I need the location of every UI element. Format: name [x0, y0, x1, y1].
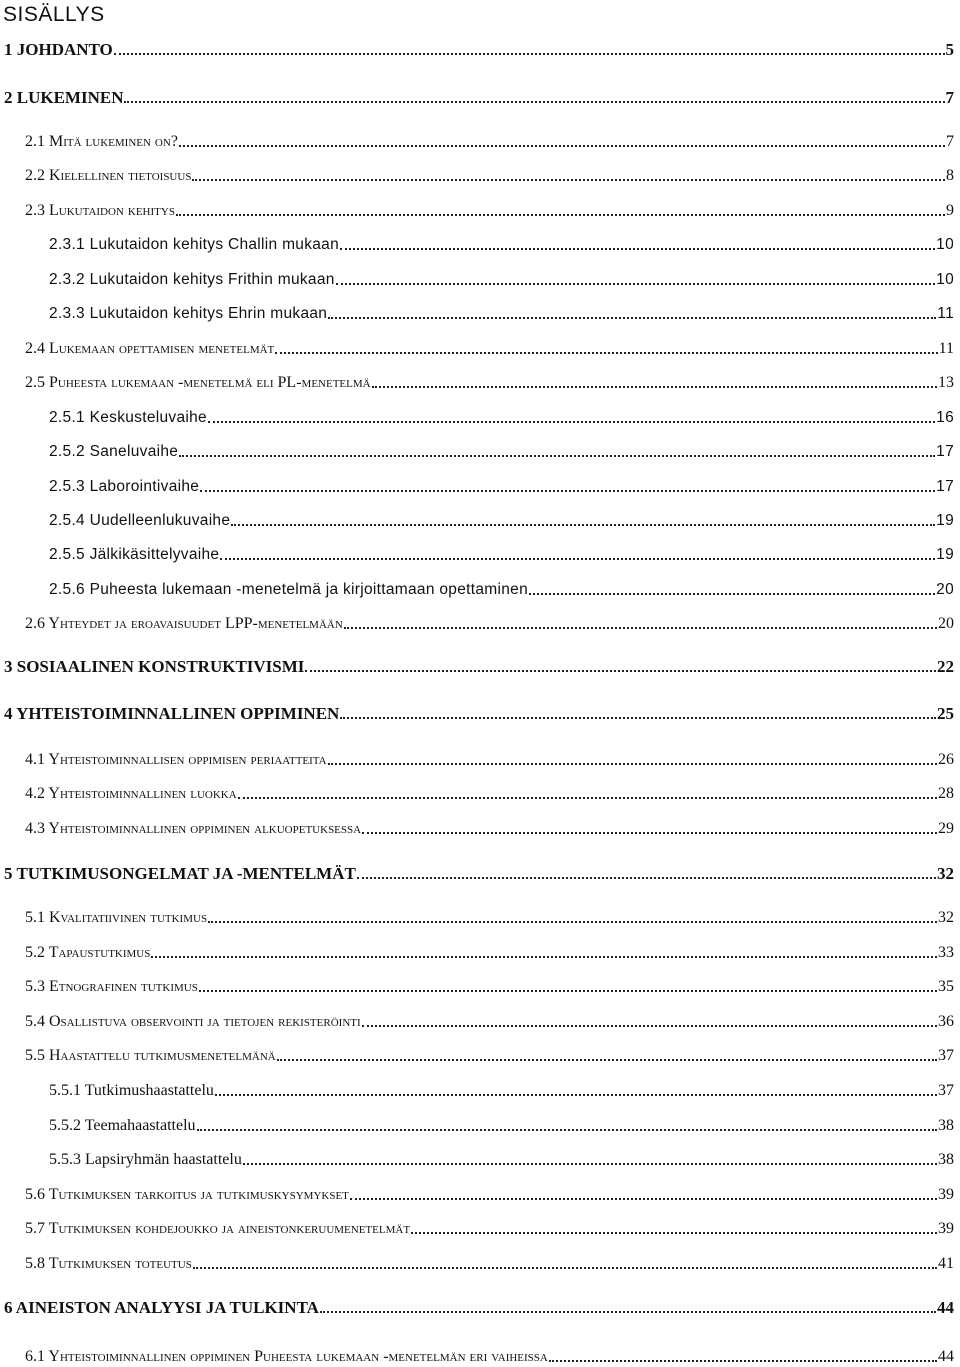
toc-entry-label: 5.1 Kvalitatiivinen tutkimus	[25, 909, 208, 926]
toc-entry[interactable]	[25, 975, 954, 997]
dot-leader	[200, 490, 935, 492]
toc-entry-page: 9	[946, 202, 954, 219]
toc-entry-page: 22	[937, 657, 954, 676]
dot-leader	[275, 352, 937, 354]
toc-entry-page: 37	[938, 1082, 954, 1099]
toc-entry[interactable]	[25, 1010, 954, 1032]
toc-entry-label: 2.4 Lukemaan opettamisen menetelmät	[25, 340, 275, 357]
toc-entry-label: 2.5.2 Saneluvaihe	[49, 443, 179, 460]
dot-leader	[231, 524, 935, 526]
toc-entry-page: 17	[936, 443, 954, 460]
toc-entry-page: 25	[937, 704, 954, 723]
toc-entry-label: 2.5.5 Jälkikäsittelyvaihe	[49, 546, 220, 563]
toc-entry[interactable]	[49, 302, 954, 324]
toc-entry-page: 26	[938, 751, 954, 768]
dot-leader	[151, 956, 937, 958]
dot-leader	[215, 1094, 937, 1096]
toc-entry-page: 19	[936, 546, 954, 563]
toc-entry-label: 3 SOSIAALINEN KONSTRUKTIVISMI	[4, 657, 305, 676]
toc-entry-label: 2.5.4 Uudelleenlukuvaihe	[49, 512, 231, 529]
dot-leader	[176, 214, 945, 216]
dot-leader	[179, 145, 945, 147]
toc-entry-page: 44	[938, 1348, 954, 1365]
toc-entry-page: 32	[937, 864, 954, 883]
toc-entry-label: 2.5.3 Laborointivaihe	[49, 478, 200, 495]
toc-entry[interactable]	[49, 1114, 954, 1136]
toc-entry-label: 5.5.3 Lapsiryhmän haastattelu	[49, 1151, 242, 1168]
toc-entry-label: 1 JOHDANTO	[4, 40, 113, 59]
toc-entry[interactable]	[25, 1183, 954, 1205]
dot-leader	[197, 1129, 937, 1131]
toc-entry[interactable]	[25, 1217, 954, 1239]
dot-leader	[328, 317, 936, 319]
toc-entry-page: 20	[936, 581, 954, 598]
toc-entry-page: 35	[938, 978, 954, 995]
dot-leader	[372, 386, 937, 388]
toc-entry-page: 28	[938, 785, 954, 802]
toc-entry-label: 2.5 Puheesta lukemaan -menetelmä eli PL-menetelmä	[25, 374, 371, 391]
toc-entry[interactable]	[4, 862, 954, 884]
toc-entry[interactable]	[49, 509, 954, 531]
dot-leader	[549, 1360, 937, 1362]
dot-leader	[350, 1198, 937, 1200]
dot-leader	[238, 797, 937, 799]
dot-leader	[357, 877, 936, 879]
dot-leader	[320, 1311, 936, 1313]
toc-entry[interactable]	[49, 440, 954, 462]
toc-entry-page: 11	[938, 340, 954, 357]
toc-entry[interactable]	[25, 612, 954, 634]
toc-entry-page: 20	[938, 615, 954, 632]
toc-entry[interactable]	[49, 233, 954, 255]
dot-leader	[340, 717, 936, 719]
toc-entry[interactable]	[49, 268, 954, 290]
dot-leader	[243, 1163, 937, 1165]
toc-entry-page: 7	[945, 88, 954, 107]
toc-entry-page: 10	[936, 271, 954, 288]
toc-entry-label: 5.7 Tutkimuksen kohdejoukko ja aineistonkeruumenetelmät	[25, 1220, 411, 1237]
toc-entry[interactable]	[25, 748, 954, 770]
dot-leader	[362, 1025, 937, 1027]
dot-leader	[340, 248, 935, 250]
toc-entry-page: 38	[938, 1151, 954, 1168]
dot-leader	[124, 101, 944, 103]
toc-entry-label: 4.3 Yhteistoiminnallinen oppiminen alkuopetuksessa	[25, 820, 362, 837]
toc-entry[interactable]	[25, 199, 954, 221]
toc-entry[interactable]	[49, 1148, 954, 1170]
toc-entry-label: 5.6 Tutkimuksen tarkoitus ja tutkimuskysymykset	[25, 1186, 349, 1203]
toc-entry-label: 2.3 Lukutaidon kehitys	[25, 202, 175, 219]
toc-entry-page: 29	[938, 820, 954, 837]
toc-entry-page: 16	[936, 409, 954, 426]
toc-entry[interactable]	[25, 1044, 954, 1066]
toc-entry-label: 4.2 Yhteistoiminnallinen luokka	[25, 785, 237, 802]
toc-entry-label: 6 AINEISTON ANALYYSI JA TULKINTA	[4, 1298, 319, 1317]
toc-entry[interactable]	[25, 130, 954, 152]
toc-entry[interactable]	[4, 702, 954, 724]
toc-entry-page: 7	[946, 133, 954, 150]
toc-entry[interactable]	[4, 1296, 954, 1318]
toc-entry-label: 2.1 Mitä lukeminen on?	[25, 133, 178, 150]
dot-leader	[328, 763, 937, 765]
dot-leader	[193, 1267, 937, 1269]
toc-entry[interactable]	[25, 941, 954, 963]
toc-entry-label: 2.5.6 Puheesta lukemaan -menetelmä ja kirjoittamaan opettaminen	[49, 581, 528, 598]
toc-entry-label: 5.4 Osallistuva observointi ja tietojen rekisteröinti	[25, 1013, 361, 1030]
toc-entry-label: 2.3.1 Lukutaidon kehitys Challin mukaan	[49, 236, 340, 253]
toc-entry-label: 5.5.1 Tutkimushaastattelu	[49, 1082, 214, 1099]
toc-entry[interactable]	[49, 578, 954, 600]
toc-entry[interactable]	[4, 86, 954, 108]
toc-entry-label: 5.2 Tapaustutkimus	[25, 944, 151, 961]
toc-entry-page: 5	[945, 40, 954, 59]
toc-entry-label: 2.5.1 Keskusteluvaihe	[49, 409, 207, 426]
toc-entry-label: 5.8 Tutkimuksen toteutus	[25, 1255, 192, 1272]
toc-entry-page: 32	[938, 909, 954, 926]
toc-entry[interactable]	[4, 38, 954, 60]
toc-entry[interactable]	[4, 655, 954, 677]
toc-entry-page: 37	[938, 1047, 954, 1064]
toc-entry-page: 39	[938, 1186, 954, 1203]
dot-leader	[277, 1059, 937, 1061]
toc-entry[interactable]	[49, 543, 954, 565]
toc-entry-page: 11	[937, 305, 954, 322]
toc-entry-label: 5 TUTKIMUSONGELMAT JA -MENTELMÄT	[4, 864, 356, 883]
dot-leader	[344, 627, 937, 629]
toc-entry-label: 2 LUKEMINEN	[4, 88, 124, 107]
dot-leader	[208, 421, 935, 423]
toc-entry-label: 4 YHTEISTOIMINNALLINEN OPPIMINEN	[4, 704, 340, 723]
toc-entry-page: 19	[936, 512, 954, 529]
dot-leader	[362, 832, 937, 834]
toc-entry[interactable]	[49, 475, 954, 497]
toc-entry-page: 13	[938, 374, 954, 391]
toc-entry-page: 41	[938, 1255, 954, 1272]
dot-leader	[220, 558, 935, 560]
dot-leader	[208, 921, 937, 923]
toc-entry[interactable]	[49, 1079, 954, 1101]
toc-entry[interactable]	[25, 1252, 954, 1274]
dot-leader	[336, 283, 935, 285]
toc-entry-page: 10	[936, 236, 954, 253]
toc-entry-page: 33	[938, 944, 954, 961]
dot-leader	[114, 53, 945, 55]
toc-entry-page: 39	[938, 1220, 954, 1237]
toc-entry-label: 5.5 Haastattelu tutkimusmenetelmänä	[25, 1047, 276, 1064]
toc-entry-label: 2.3.3 Lukutaidon kehitys Ehrin mukaan	[49, 305, 328, 322]
toc-entry-label: 2.6 Yhteydet ja eroavaisuudet LPP-menetelmään	[25, 615, 343, 632]
toc-entry[interactable]	[25, 164, 954, 186]
toc-entry-label: 2.3.2 Lukutaidon kehitys Frithin mukaan	[49, 271, 335, 288]
dot-leader	[179, 455, 935, 457]
toc-entry[interactable]	[49, 406, 954, 428]
toc-entry-page: 36	[938, 1013, 954, 1030]
dot-leader	[305, 670, 936, 672]
toc-entry-page: 8	[946, 167, 954, 184]
toc-entry-label: 5.3 Etnografinen tutkimus	[25, 978, 198, 995]
toc-entry-label: 6.1 Yhteistoiminnallinen oppiminen Puheesta lukemaan -menetelmän eri vaiheissa	[25, 1348, 548, 1365]
toc-entry-label: 5.5.2 Teemahaastattelu	[49, 1117, 196, 1134]
toc-entry[interactable]	[25, 906, 954, 928]
toc-entry[interactable]	[25, 337, 954, 359]
toc-entry-page: 17	[936, 478, 954, 495]
toc-entry[interactable]	[25, 782, 954, 804]
toc-entry-label: 2.2 Kielellinen tietoisuus	[25, 167, 192, 184]
toc-entry-page: 44	[937, 1298, 954, 1317]
dot-leader	[411, 1232, 937, 1234]
toc-title: SISÄLLYS	[3, 3, 105, 26]
toc-entry-label: 4.1 Yhteistoiminnallisen oppimisen periaatteita	[25, 751, 327, 768]
dot-leader	[192, 179, 945, 181]
toc-entry[interactable]	[25, 817, 954, 839]
toc-entry-page: 38	[938, 1117, 954, 1134]
dot-leader	[199, 990, 937, 992]
dot-leader	[529, 593, 935, 595]
toc-entry[interactable]	[25, 371, 954, 393]
